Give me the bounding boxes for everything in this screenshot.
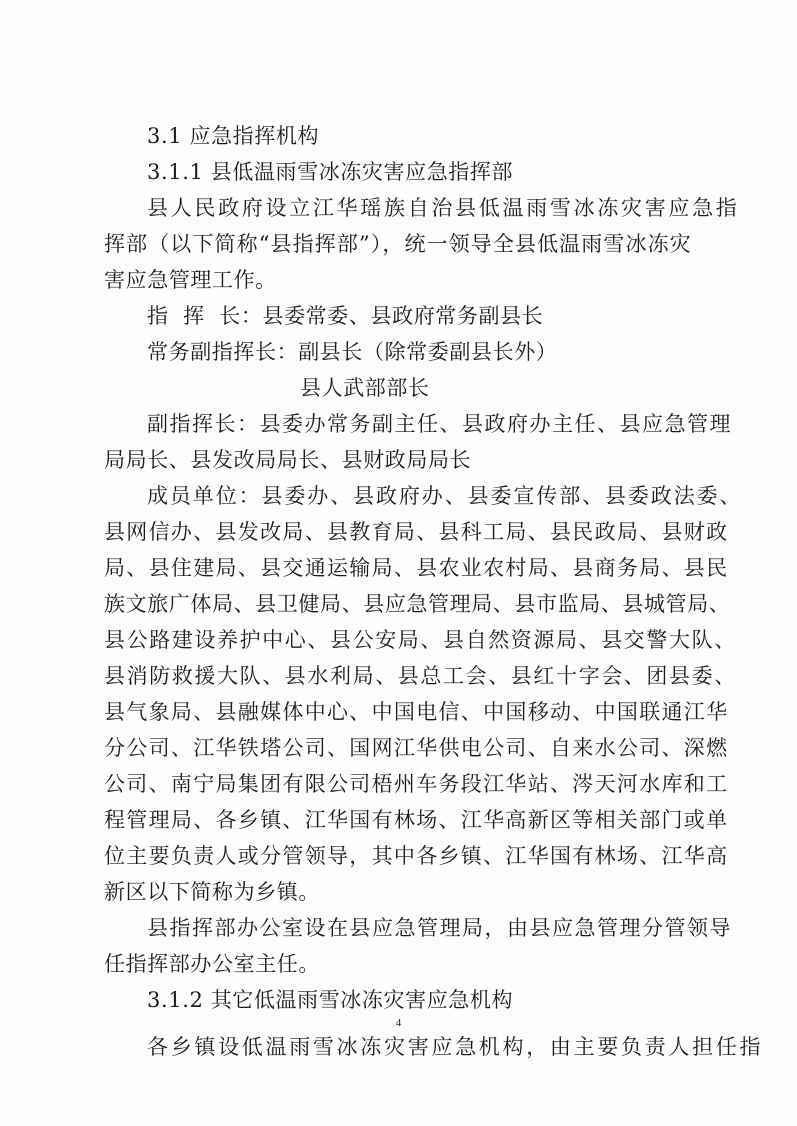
paragraph-line: 位主要负责人或分管领导，其中各乡镇、江华国有林场、江华高 <box>104 844 729 868</box>
paragraph-line: 新区以下简称为乡镇。 <box>104 880 320 904</box>
paragraph-line: 族文旅广体局、县卫健局、县应急管理局、县市监局、县城管局、 <box>104 592 731 616</box>
member-units-line: 成员单位：县委办、县政府办、县委宣传部、县委政法委、 <box>147 484 743 508</box>
section-heading-3-1-1: 3.1.1 县低温雨雪冰冻灾害应急指挥部 <box>147 160 514 184</box>
paragraph-line: 县消防救援大队、县水利局、县总工会、县红十字会、团县委、 <box>104 664 737 688</box>
paragraph-line: 局、县住建局、县交通运输局、县农业农村局、县商务局、县民 <box>104 556 729 580</box>
paragraph-line: 程管理局、各乡镇、江华国有林场、江华高新区等相关部门或单 <box>104 808 729 832</box>
paragraph-line: 县公路建设养护中心、县公安局、县自然资源局、县交警大队、 <box>104 628 737 652</box>
executive-deputy-line: 常务副指挥长：副县长（除常委副县长外） <box>147 340 558 364</box>
section-heading-3-1-2: 3.1.2 其它低温雨雪冰冻灾害应急机构 <box>147 988 514 1012</box>
page-number: 4 <box>395 1017 402 1029</box>
deputy-commander-line: 副指挥长：县委办常务副主任、县政府办主任、县应急管理 <box>147 412 732 436</box>
paragraph-line: 各乡镇设低温雨雪冰冻灾害应急机构，由主要负责人担任指 <box>147 1035 764 1059</box>
commander-line: 指 挥 长：县委常委、县政府常务副县长 <box>147 304 544 328</box>
paragraph-line: 县人民政府设立江华瑶族自治县低温雨雪冰冻灾害应急指 <box>147 196 740 220</box>
section-heading-3-1: 3.1 应急指挥机构 <box>147 124 320 148</box>
paragraph-line: 公司、南宁局集团有限公司梧州车务段江华站、涔天河水库和工 <box>104 772 729 796</box>
office-line: 县指挥部办公室设在县应急管理局，由县应急管理分管领导 <box>147 916 732 940</box>
paragraph-line: 局局长、县发改局局长、县财政局局长 <box>104 448 472 472</box>
paragraph-line: 县网信办、县发改局、县教育局、县科工局、县民政局、县财政 <box>104 520 729 544</box>
paragraph-line: 县气象局、县融媒体中心、中国电信、中国移动、中国联通江华 <box>104 700 729 724</box>
paragraph-line: 分公司、江华铁塔公司、国网江华供电公司、自来水公司、深燃 <box>104 736 729 760</box>
paragraph-line: 任指挥部办公室主任。 <box>104 952 320 976</box>
paragraph-line: 挥部（以下简称“县指挥部”），统一领导全县低温雨雪冰冻灾 <box>104 232 692 256</box>
paragraph-line: 害应急管理工作。 <box>104 268 277 292</box>
executive-deputy-continuation: 县人武部部长 <box>300 376 430 400</box>
